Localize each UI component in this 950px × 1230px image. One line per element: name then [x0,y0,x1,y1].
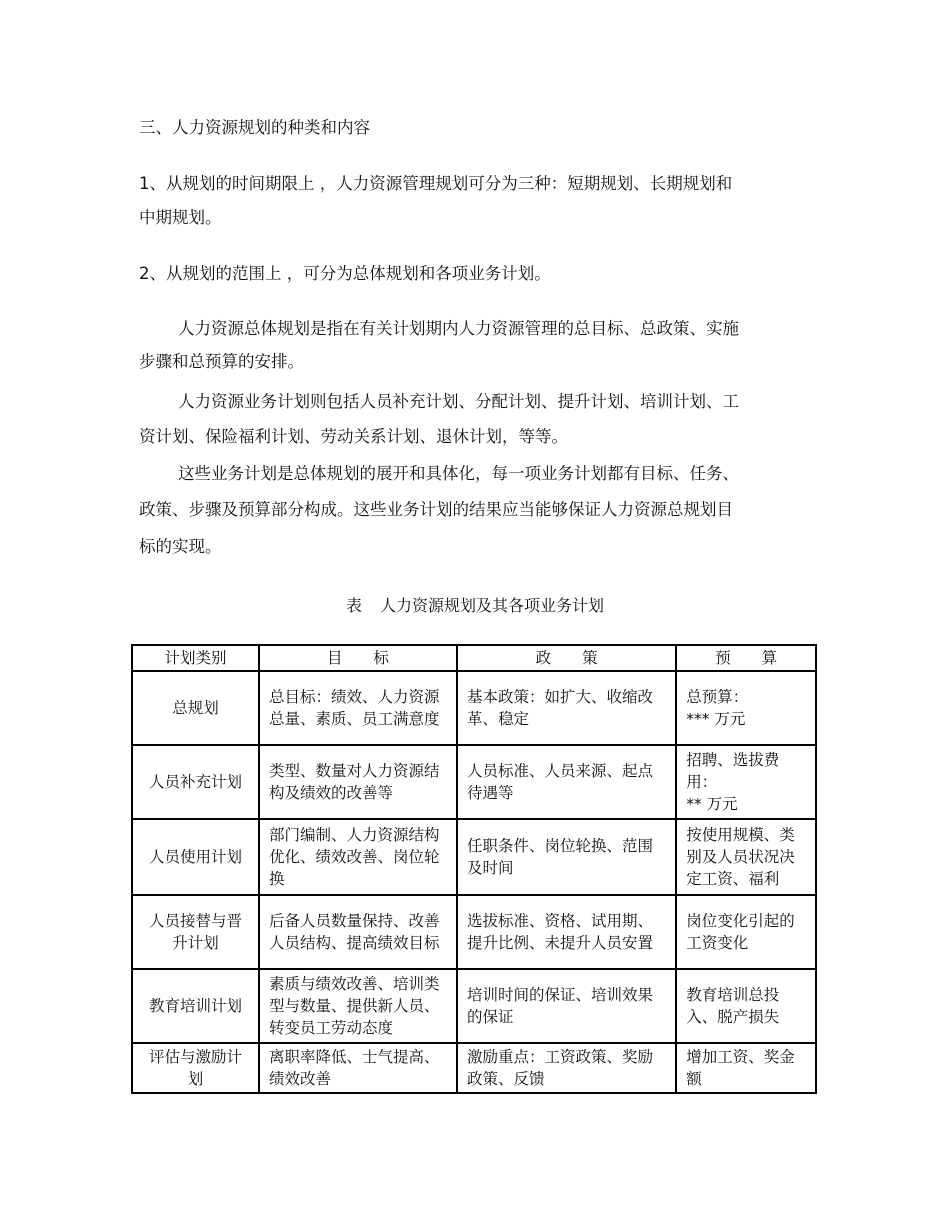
cell-goal: 总目标：绩效、人力资源总量、素质、员工满意度 [259,671,457,745]
paragraph-line: 中期规划。 [139,208,222,227]
paragraph-line: 标的实现。 [139,537,222,556]
cell-goal: 后备人员数量保持、改善人员结构、提高绩效目标 [259,895,457,969]
paragraph-line: 步骤和总预算的安排。 [139,352,304,371]
paragraph-line: 资计划、保险福利计划、劳动关系计划、退休计划，等等。 [139,427,568,446]
table-row [132,819,816,895]
cell-budget: 增加工资、奖金额 [676,1043,816,1093]
cell-policy: 激励重点：工资政策、奖励政策、反馈 [457,1043,676,1093]
cell-plan-category: 人员使用计划 [132,819,259,895]
cell-plan-category: 教育培训计划 [132,969,259,1043]
cell-budget: 招聘、选拔费用： ** 万元 [676,745,816,819]
cell-policy: 任职条件、岗位轮换、范围及时间 [457,819,676,895]
paragraph-line: 人力资源总体规划是指在有关计划期内人力资源管理的总目标、总政策、实施 [178,319,739,338]
cell-policy: 选拔标准、资格、试用期、提升比例、未提升人员安置 [457,895,676,969]
table-row [132,969,816,1043]
cell-policy: 基本政策：如扩大、收缩改革、稳定 [457,671,676,745]
cell-goal: 类型、数量对人力资源结构及绩效的改善等 [259,745,457,819]
cell-plan-category: 总规划 [132,671,259,745]
section-title: 三、人力资源规划的种类和内容 [139,118,370,137]
paragraph-line: 2、从规划的范围上 ，可分为总体规划和各项业务计划。 [139,264,551,283]
cell-plan-category: 评估与激励计划 [132,1043,259,1093]
paragraph-line: 政策、步骤及预算部分构成。这些业务计划的结果应当能够保证人力资源总规划目 [139,500,733,519]
cell-budget: 总预算： *** 万元 [676,671,816,745]
table-row [132,745,816,819]
table-caption-prefix: 表 [345,596,362,615]
paragraph-line: 人力资源业务计划则包括人员补充计划、分配计划、提升计划、培训计划、工 [178,392,739,411]
cell-goal: 素质与绩效改善、培训类型与数量、提供新人员、转变员工劳动态度 [259,969,457,1043]
cell-budget: 按使用规模、类别及人员状况决定工资、福利 [676,819,816,895]
cell-plan-category: 人员补充计划 [132,745,259,819]
table-header-row [132,645,816,671]
cell-goal: 部门编制、人力资源结构优化、绩效改善、岗位轮换 [259,819,457,895]
table-caption [0,596,950,616]
table-row [132,671,816,745]
table-row [132,1043,816,1093]
cell-policy: 培训时间的保证、培训效果的保证 [457,969,676,1043]
cell-goal: 离职率降低、士气提高、绩效改善 [259,1043,457,1093]
paragraph-line: 这些业务计划是总体规划的展开和具体化，每一项业务计划都有目标、任务、 [178,464,739,483]
cell-plan-category: 人员接替与晋升计划 [132,895,259,969]
cell-budget: 教育培训总投入、脱产损失 [676,969,816,1043]
header-policy: 政 策 [457,645,676,671]
header-goal: 目 标 [259,645,457,671]
cell-policy: 人员标准、人员来源、起点待遇等 [457,745,676,819]
header-budget: 预 算 [676,645,816,671]
cell-budget: 岗位变化引起的工资变化 [676,895,816,969]
header-plan-category: 计划类别 [132,645,259,671]
table-caption-title: 人力资源规划及其各项业务计划 [380,596,605,615]
hr-plan-table [131,644,817,1094]
table-row [132,895,816,969]
paragraph-line: 1、从规划的时间期限上 ，人力资源管理规划可分为三种：短期规划、长期规划和 [139,174,733,193]
